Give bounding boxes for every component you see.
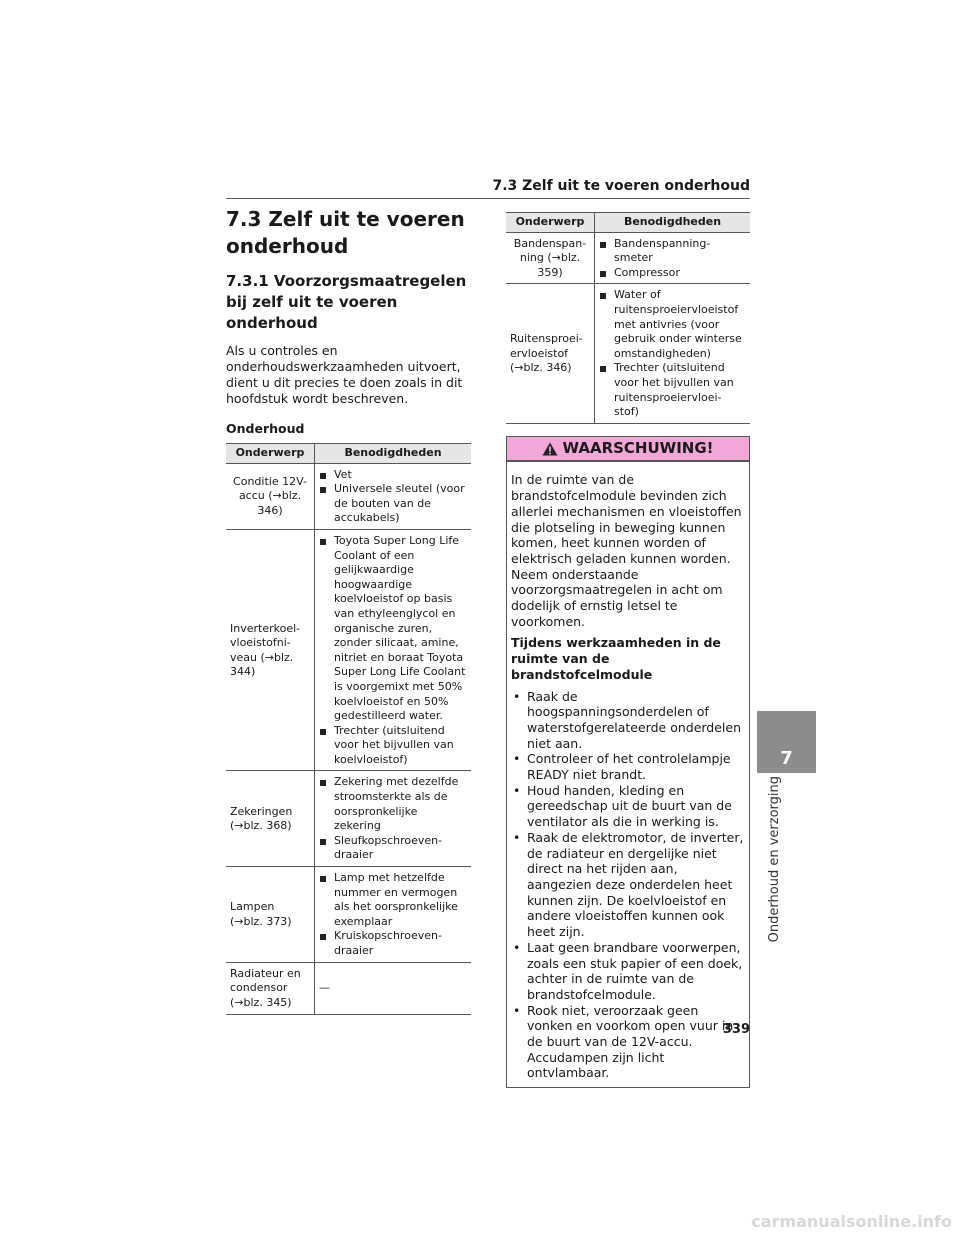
- subsection-title: 7.3.1 Voorzorgsmaatregelen bij zelf uit te voeren onderhoud: [226, 272, 467, 332]
- col-subject: Onderwerp: [506, 213, 595, 233]
- intro-text: Als u controles en onderhoudswerkzaamheden uitvoert, dient u dit precies te doen zoals in dit hoofdstuk wordt beschreven.: [226, 343, 463, 406]
- left-column: [226, 206, 471, 1015]
- section-title: 7.3 Zelf uit te voeren onderhoud: [226, 207, 465, 258]
- list-item: Universele sleutel (voor de bouten van de accukabels): [319, 482, 467, 526]
- table-row: [226, 867, 471, 963]
- watermark: carmanualsonline.info: [751, 1212, 952, 1231]
- list-item: Sleufkopschroeven-draaier: [319, 834, 467, 863]
- right-column: [506, 212, 750, 1088]
- chapter-tab[interactable]: [757, 711, 816, 773]
- col-tools: Benodigdheden: [315, 444, 472, 464]
- row-tools: [595, 232, 751, 284]
- col-subject: Onderwerp: [226, 444, 315, 464]
- row-tools: [315, 867, 472, 963]
- list-item: • Raak de elektromotor, de inverter, de radiateur en dergelijke niet direct na het rijden aan, aangezien deze onderdelen heet kunnen zijn. De koelvloeistof en andere vloeistoffen kunnen ook heet zijn.: [511, 830, 745, 940]
- chapter-tab-label: [762, 776, 786, 943]
- table-row: [506, 284, 750, 423]
- list-item: Trechter (uitsluitend voor het bijvullen van koelvloeistof): [319, 724, 467, 768]
- list-item: Zekering met dezelfde stroomsterkte als de oorspronkelijke zekering: [319, 775, 467, 833]
- warning-triangle-icon: [542, 442, 558, 456]
- table-row: [506, 232, 750, 284]
- list-item: • Raak de hoogspanningsonderdelen of waterstofgerelateerde onderdelen niet aan.: [511, 689, 745, 752]
- chapter-label: Onderhoud en verzorging: [766, 776, 782, 943]
- warning-body: [507, 462, 749, 1087]
- row-tools: [315, 529, 472, 771]
- warning-paragraph: In de ruimte van de brandstofcelmodule bevinden zich allerlei mechanismen en vloeistoffen die plotseling in beweging kunnen komen, heet kunnen worden of elektrisch geladen kunnen worden. Neem onderstaande voorzorgsmaatregelen in acht om dodelijk of ernstig letsel te voorkomen.: [511, 472, 742, 629]
- table-row: [226, 463, 471, 529]
- header-divider: [226, 198, 750, 199]
- table-heading: Onderhoud: [226, 421, 305, 436]
- table-row: [226, 771, 471, 867]
- row-subject: Inverterkoel-vloeistofni-veau (→blz. 344): [226, 529, 315, 771]
- chapter-number: 7: [780, 748, 793, 769]
- row-tools: —: [315, 962, 472, 1014]
- row-tools: [315, 463, 472, 529]
- row-subject: Ruitensproei-ervloeistof (→blz. 346): [506, 284, 595, 423]
- row-subject: Zekeringen (→blz. 368): [226, 771, 315, 867]
- list-item: • Laat geen brandbare voorwerpen, zoals een stuk papier of een doek, achter in de ruimte van de brandstofcelmodule.: [511, 940, 745, 1003]
- warning-box: [506, 436, 750, 1088]
- row-tools: [315, 771, 472, 867]
- table-row: [226, 962, 471, 1014]
- warning-label: WAARSCHUWING!: [562, 438, 714, 457]
- warning-subheading: Tijdens werkzaamheden in de ruimte van de brandstofcelmodule: [511, 635, 721, 682]
- row-subject: Bandenspan-ning (→blz. 359): [506, 232, 595, 284]
- row-subject: Lampen (→blz. 373): [226, 867, 315, 963]
- list-item: • Rook niet, veroorzaak geen vonken en voorkom open vuur in de buurt van de 12V-accu. Accudampen zijn licht ontvlambaar.: [511, 1003, 745, 1082]
- maintenance-table-right: [506, 212, 750, 424]
- row-subject: Conditie 12V-accu (→blz. 346): [226, 463, 315, 529]
- list-item: Compressor: [599, 266, 746, 281]
- row-tools: [595, 284, 751, 423]
- list-item: Water of ruitensproeiervloeistof met antivries (voor gebruik onder winterse omstandigheden): [599, 288, 746, 361]
- list-item: Toyota Super Long Life Coolant of een gelijkwaardige hoogwaardige koelvloeistof op basis van ethyleenglycol en organische zuren, zonder silicaat, amine, nitriet en boraat Toyota Super Long Life Coolant is voorgemixt met 50% koelvloeistof en 50% gedestilleerd water.: [319, 534, 467, 724]
- list-item: • Houd handen, kleding en gereedschap uit de buurt van de ventilator als die in werking is.: [511, 783, 745, 830]
- list-item: Kruiskopschroeven-draaier: [319, 929, 467, 958]
- running-header: 7.3 Zelf uit te voeren onderhoud: [492, 178, 750, 194]
- list-item: Trechter (uitsluitend voor het bijvullen van ruitensproeiervloei-stof): [599, 361, 746, 419]
- list-item: Bandenspanning-smeter: [599, 237, 746, 266]
- col-tools: Benodigdheden: [595, 213, 751, 233]
- table-row: [226, 529, 471, 771]
- page-number: 339: [722, 1022, 750, 1037]
- list-item: • Controleer of het controlelampje READY niet brandt.: [511, 751, 745, 782]
- maintenance-table-left: [226, 443, 471, 1015]
- list-item: Vet: [319, 468, 467, 483]
- list-item: Lamp met hetzelfde nummer en vermogen als het oorspronkelijke exemplaar: [319, 871, 467, 929]
- warning-header: [507, 437, 749, 463]
- row-subject: Radiateur en condensor (→blz. 345): [226, 962, 315, 1014]
